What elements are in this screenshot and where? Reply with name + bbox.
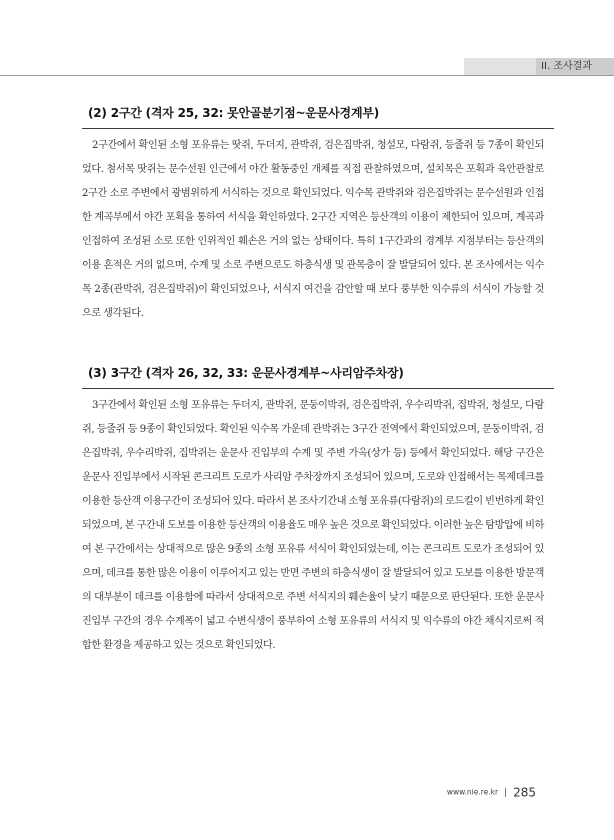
section-2-title: (2) 2구간 (격자 25, 32: 못안골분기점~운문사경계부): [82, 98, 544, 128]
section-2-body: 2구간에서 확인된 소형 포유류는 땃쥐, 두더지, 관박쥐, 검은집박쥐, 청설모, 다람쥐, 등줄쥐 등 7종이 확인되었다. 첨서목 땃쥐는 문수선원 인근에서 야간 활동중인 개체를 직접 관찰하였으며, 설치목은 포획과 육안관찰로 2구간 소로 주변에서 광범위하게 서식하는 것으로 확인되었다. 익수목 관박쥐와 검은집박쥐는 문수선원과 인접한 계곡부에서 야간 포획을 통하여 서식을 확인하였다. 2구간 지역은 등산객의 이용이 제한되어 있으며, 계곡과 인접하여 조성된 소로 또한 인위적인 훼손은 거의 없는 상태이다. 특히 1구간과의 경계부 지점부터는 등산객의 이용 흔적은 거의 없으며, 수계 및 소로 주변으로도 하층식생 및 관목층이 잘 발달되어 있다. 본 조사에서는 익수목 2종(관박쥐, 검은집박쥐)이 확인되었으나, 서식지 여건을 감안할 때 보다 풍부한 익수류의 서식이 가능할 것으로 생각된다.: [82, 140, 544, 319]
section-2: [82, 98, 544, 326]
page-number: 285: [513, 785, 536, 800]
footer-separator: [505, 788, 506, 797]
header-rule: [0, 75, 614, 76]
footer-url: www.nie.re.kr: [446, 787, 499, 797]
section-3: [82, 358, 544, 658]
page-footer: [447, 782, 536, 802]
section-3-title: (3) 3구간 (격자 26, 32, 33: 운문사경계부~사리암주차장): [82, 358, 544, 388]
section-3-body: 3구간에서 확인된 소형 포유류는 두더지, 관박쥐, 문둥이박쥐, 검은집박쥐, 우수리박쥐, 집박쥐, 청설모, 다람쥐, 등줄쥐 등 9종이 확인되었다. 확인된 익수목 가운데 관박쥐는 3구간 전역에서 확인되었으며, 문둥이박쥐, 검은집박쥐, 우수리박쥐, 집박쥐는 운문사 진입부의 수계 및 주변 가옥(상가 등) 등에서 확인되었다. 해당 구간은 운문사 진입부에서 시작된 콘크리트 도로가 사리암 주차장까지 조성되어 있으며, 도로와 인접해서는 목제데크를 이용한 등산객 이용구간이 조성되어 있다. 따라서 본 조사기간내 소형 포유류(다람쥐)의 로드킬이 빈번하게 확인되었으며, 본 구간내 도보를 이용한 등산객의 이용율도 매우 높은 것으로 확인되었다. 이러한 높은 탐방압에 비하여 본 구간에서는 상대적으로 많은 9종의 소형 포유류 서식이 확인되었는데, 이는 콘크리트 도로가 조성되어 있으며, 데크를 통한 많은 이용이 이루어지고 있는 반면 주변의 하층식생이 잘 발달되어 있고 도보를 이용한 방문객의 대부분이 데크를 이용함에 따라서 상대적으로 주변 서식지의 훼손율이 낮기 때문으로 판단된다. 또한 운문사 진입부 구간의 경우 수계폭이 넓고 수변식생이 풍부하여 소형 포유류의 서식지 및 익수류의 야간 채식지로써 적합한 환경을 제공하고 있는 것으로 확인되었다.: [82, 400, 544, 651]
chapter-label: II. 조사결과: [541, 61, 592, 72]
